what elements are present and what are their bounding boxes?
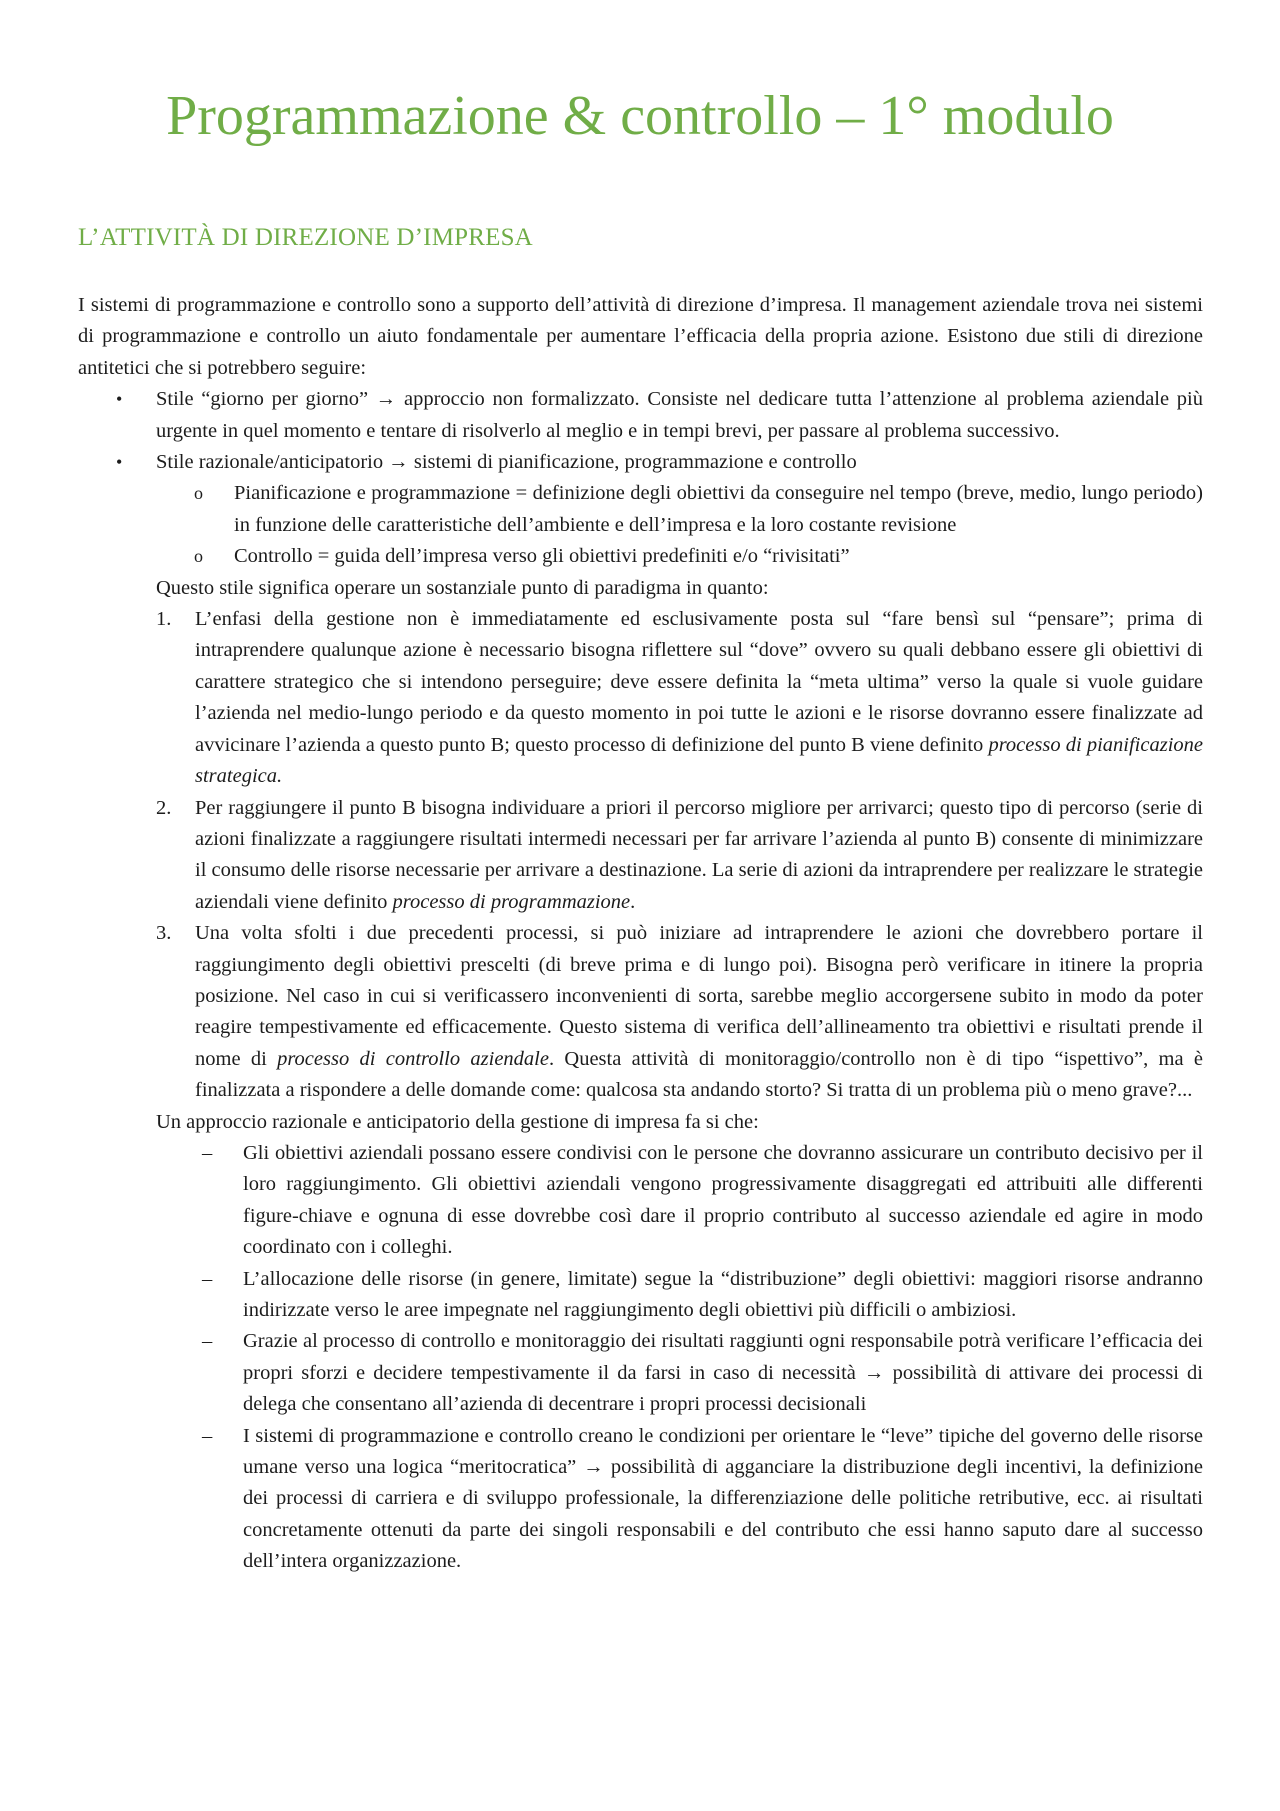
rational-intro: Un approccio razionale e anticipatorio della gestione di impresa fa si che:: [156, 1110, 759, 1133]
dash-text: Grazie al processo di controllo e monitoraggio dei risultati raggiunti ogni responsabile potrà verificare l’efficacia dei propri sforzi e decidere tempestivamente il da farsi in caso di necessità → possibilità di attivare dei processi di delega che consentano all’azienda di decentrare i propri processi decisionali: [243, 1330, 1203, 1416]
dash-marker: –: [202, 1424, 213, 1447]
item-emphasis: processo di programmazione: [392, 890, 631, 913]
item-number: 3.: [156, 922, 172, 945]
item-text: L’enfasi della gestione non è immediatamente ed esclusivamente posta sul “fare bensì sul “pensare”; prima di intraprendere qualunque azione è necessario bisogna riflettere sul “dove” ovvero su quali debbano essere gli obiettivi di carattere strategico che si intendono perseguire; deve essere definita la “meta ultima” verso la quale si vuole guidare l’azienda nel medio-lungo periodo e da questo momento in poi tutte le azioni e le risorse dovranno essere finalizzate ad avvicinare l’azienda a questo punto B; questo processo di definizione del punto B viene definito: [195, 608, 1203, 756]
dash-item: [78, 1138, 1203, 1264]
dash-text: Gli obiettivi aziendali possano essere condivisi con le persone che dovranno assicurare un contributo decisivo per il loro raggiungimento. Gli obiettivi aziendali vengono progressivamente disaggregati ed attribuiti alle differenti figure-chiave e ognuna di esse dovrebbe così dare il proprio contributo al successo aziendale ed agire in modo coordinato con i colleghi.: [243, 1141, 1203, 1259]
page-title: Programmazione & controllo – 1° modulo: [166, 85, 1114, 147]
bullet-text: Stile “giorno per giorno” → approccio non formalizzato. Consiste nel dedicare tutta l’attenzione al problema aziendale più urgente in quel momento e tentare di risolverlo al meglio e in tempi brevi, per passare al problema successivo.: [156, 388, 1203, 442]
item-number: 1.: [156, 608, 172, 631]
dash-marker: –: [202, 1141, 213, 1164]
dash-text: I sistemi di programmazione e controllo creano le condizioni per orientare le “leve” tipiche del governo delle risorse umane verso una logica “meritocratica” → possibilità di agganciare la distribuzione degli incentivi, la definizione dei processi di carriera e di sviluppo professionale, la differenziazione delle politiche retributive, ecc. ai risultati concretamente ottenuti da parte dei singoli responsabili e del contributo che essi hanno saputo dare al successo dell’intera organizzazione.: [243, 1424, 1203, 1573]
bullet-marker: •: [116, 452, 123, 473]
numbered-item: [78, 918, 1203, 1106]
numbered-item: [78, 793, 1203, 919]
item-text: Per raggiungere il punto B bisogna individuare a priori il percorso migliore per arrivarci; questo tipo di percorso (serie di azioni finalizzate a raggiungere risultati intermedi necessari per far arrivare l’azienda al punto B) consente di minimizzare il consumo delle risorse necessarie per arrivare a destinazione. La serie di azioni da intraprendere per realizzare le strategie aziendali viene definito: [195, 796, 1203, 913]
sub-bullet-text: Controllo = guida dell’impresa verso gli obiettivi predefiniti e/o “rivisitati”: [234, 545, 850, 568]
document-body: [78, 290, 1203, 1578]
dash-item: [78, 1421, 1203, 1578]
item-emphasis: processo di controllo aziendale: [277, 1047, 549, 1070]
numbered-item: [78, 604, 1203, 792]
item-text-after: .: [630, 890, 636, 913]
sub-bullet-item: [78, 478, 1203, 541]
intro-paragraph: I sistemi di programmazione e controllo sono a supporto dell’attività di direzione d’impresa. Il management aziendale trova nei sistemi di programmazione e controllo un aiuto fondamentale per aumentare l’efficacia della propria azione. Esistono due stili di direzione antitetici che si potrebbero seguire:: [78, 294, 1203, 379]
dash-marker: –: [202, 1330, 213, 1353]
dash-item: [78, 1264, 1203, 1327]
item-text: Una volta sfolti i due precedenti processi, si può iniziare ad intraprendere le azioni che dovrebbero portare il raggiungimento degli obiettivi prescelti (di breve prima e di lungo poi). Bisogna però verificare in itinere la propria posizione. Nel caso in cui si verificassero inconvenienti di sorta, sarebbe meglio accorgersene subito in modo da poter reagire tempestivamente ed efficacemente. Questo sistema di verifica dell’allineamento tra obiettivi e risultati prende il nome di: [195, 922, 1203, 1070]
dash-item: [78, 1326, 1203, 1420]
dash-text: L’allocazione delle risorse (in genere, limitate) segue la “distribuzione” degli obiettivi: maggiori risorse andranno indirizzate verso le aree impegnate nel raggiungimento degli obiettivi più difficili o ambiziosi.: [243, 1267, 1203, 1321]
sub-bullet-marker: o: [194, 546, 203, 567]
bullet-text: Stile razionale/anticipatorio → sistemi di pianificazione, programmazione e controllo: [156, 451, 857, 474]
item-text-after: . Questa attività di monitoraggio/controllo non è di tipo “ispettivo”, ma è finalizzata a rispondere a delle domande come: qualcosa sta andando storto? Si tratta di un problema più o meno grave?...: [195, 1047, 1203, 1102]
sub-bullet-item: [78, 541, 1203, 572]
sub-bullet-marker: o: [194, 483, 203, 504]
bullet-marker: •: [116, 389, 123, 410]
item-number: 2.: [156, 796, 172, 819]
bullet-item: [78, 447, 1203, 478]
item-emphasis: processo di pianificazione strategica.: [195, 733, 1203, 788]
sub-bullet-text: Pianificazione e programmazione = definizione degli obiettivi da conseguire nel tempo (breve, medio, lungo periodo) in funzione delle caratteristiche dell’ambiente e dell’impresa e la loro costante revisione: [234, 482, 1203, 536]
section-heading: L’ATTIVITÀ DI DIREZIONE D’IMPRESA: [78, 224, 533, 251]
dash-marker: –: [202, 1267, 213, 1290]
paradigm-intro: Questo stile significa operare un sostanziale punto di paradigma in quanto:: [156, 576, 769, 599]
bullet-item: [78, 384, 1203, 447]
